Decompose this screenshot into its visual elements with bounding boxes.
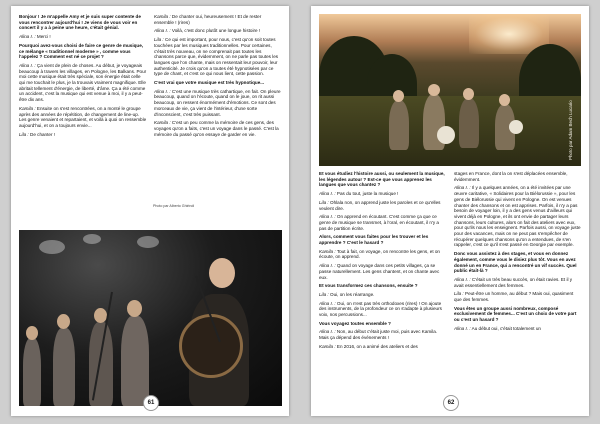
answer-text: Oui, on n'est pas très orthodoxes (rires) ! On ajoute des instruments, de la profondeur ce on s'adapte à plusieurs voix, nos percussions... xyxy=(319,300,442,318)
interview-question: Bonjour ! Je m'appelle Amy et je suis super contente de vous rencontrer aujourd'hui ! Je viens de vous voir en concert il y a à peine une heure, c'était génial. xyxy=(19,14,141,31)
interview-answer xyxy=(319,249,447,260)
field-group-photo xyxy=(319,14,581,166)
speaker-name: Alina I. : xyxy=(454,276,471,282)
right-page xyxy=(311,6,589,416)
answer-text: En 2016, on a animé des ateliers et des xyxy=(336,343,418,349)
answer-text: De chanter oui, heureusement ! Et de rester ensemble ! (rires) xyxy=(154,14,262,25)
speaker-name: Alina I. : xyxy=(454,185,471,191)
interview-answer xyxy=(19,106,147,129)
interview-answer xyxy=(319,344,447,350)
interview-question: Et vous étudiez l'histoire aussi, ou seulement la musique, les légendes autour ? Est-ce que vous apprenez les langues que vous chantez ? xyxy=(319,171,445,188)
interview-answer xyxy=(154,28,282,34)
answer-text: Pas du tout, juste la musique ! xyxy=(336,191,399,197)
interview-question: Vous êtes un groupe aussi nombreux, composé exclusivement de femmes... C'est un choix de votre part ou c'est un hasard ? xyxy=(454,305,577,323)
speaker-name: Lila : xyxy=(319,199,329,205)
interview-answer xyxy=(154,37,282,77)
speaker-name: Lila : xyxy=(19,131,29,137)
right-column-1 xyxy=(319,171,447,401)
answer-text: Ohlala non, on apprend juste les paroles et ce qu'elles veulent dire. xyxy=(319,199,441,211)
page-number: 61 xyxy=(143,395,159,411)
speaker-name: Kamila : xyxy=(319,343,336,349)
speaker-name: Alina I. : xyxy=(319,263,336,269)
answer-text: De chanter ! xyxy=(30,131,56,137)
speaker-name: Alina I. : xyxy=(319,300,336,306)
answer-text: C'est une musique très cathartique, en fait. On pleure beaucoup, quand on l'écoute, quand on le joue, on rit aussi beaucoup, on ressent énormément d'émotions. Ce sont des morceaux de vie, ça vient de l'intérieur, d'une sorte d'inconscient, c'est très puissant. xyxy=(154,88,281,117)
speaker-name: Alina I. : xyxy=(319,329,336,335)
speaker-name: Lila : xyxy=(454,291,464,297)
speaker-name: Kamila : xyxy=(154,120,171,126)
interview-question: C'est vrai que votre musique est très hypnotique... xyxy=(154,80,265,86)
speaker-name: Kamila : xyxy=(154,14,171,19)
left-column-1 xyxy=(19,14,147,226)
interview-answer xyxy=(19,34,147,40)
answer-text: C'était un très beau succès, on était ravies. Et il y avait essentiellement des femmes. xyxy=(454,276,573,288)
speaker-name: Kamila : xyxy=(19,105,36,111)
interview-answer xyxy=(319,292,447,298)
interview-question: Donc vous assistez à des stages, et vous en donnez également, comme vous le disiez plus tôt. Vous en avez donné un en France, qui a rencontré un vif succès. Quel public était-là ? xyxy=(454,251,577,274)
answer-text: stages en France, dont la on s'est déplacées ensemble, évidemment. xyxy=(454,171,568,182)
left-column-2 xyxy=(154,14,282,226)
answer-text: C'est un peu comme la mémoire de ces gens, des voyages qu'on a faits, c'est un voyage dans le passé. C'est la mémoire du passé qu'on essaye de garder en vie. xyxy=(154,120,279,137)
photo-credit: Photo par Adam Bech Lucario xyxy=(568,100,573,160)
answer-text: Non, au début c'était juste moi, puis avec Kamila. Mais ça dépend des événements ! xyxy=(319,329,438,341)
answer-text: Oui, on les réarrange. xyxy=(330,291,375,297)
speaker-name: Alina I. : xyxy=(154,88,171,94)
page-number: 62 xyxy=(443,395,459,411)
interview-question: Pourquoi avez-vous choisi de faire ce genre de musique, ce mélange « traditionnel moderne » , comme vous l'appelez ? Comment est né ce projet ? xyxy=(19,42,144,60)
answer-text: Quand on voyage dans ces petits villages, ça se passe naturellement. Les gens chantent, et on chante avec eux. xyxy=(319,263,440,280)
answer-text: Voilà, c'est donc plutôt une longue histoire ! xyxy=(171,28,261,34)
answer-text: Tout à fait, on voyage, on rencontre les gens, et on écoute, on apprend. xyxy=(319,248,440,260)
answer-text: On apprend en écoutant. C'est comme ça que ce genre de musique se transmet, à l'oral, en écoutant, il n'y a pas de partition écrite. xyxy=(319,214,439,231)
interview-answer xyxy=(319,329,447,340)
interview-answer xyxy=(154,14,282,25)
interview-answer xyxy=(454,185,582,248)
interview-answer xyxy=(454,171,582,182)
answer-text: Merci ! xyxy=(36,34,51,40)
interview-answer xyxy=(454,326,582,332)
right-column-2 xyxy=(454,171,582,401)
interview-answer xyxy=(154,120,282,137)
interview-answer xyxy=(154,89,282,118)
interview-answer xyxy=(19,63,147,103)
interview-question: Alors, comment vous faites pour les trouver et les apprendre ? C'est le hasard ? xyxy=(319,234,429,246)
speaker-name: Alina I. : xyxy=(454,325,471,331)
answer-text: Ce qui est important, pour nous, c'est qu'on soit toutes touchées par les musiques traditionnelles. Pour certaines, c'était très nouveau, on ne comprenait pas toutes les chansons parce que, évidemment, on ne parle pas toutes les langues que l'on chante, mais on ressentait leur pouvoir, leur authenticité. Je crois qu'on a toutes été hypnotisées par ce type de chant, et c'est ce qui nous lient, cette passion. xyxy=(154,37,279,77)
speaker-name: Lila : xyxy=(154,37,164,43)
speaker-name: Alina I. : xyxy=(19,34,36,40)
answer-text: Peut-être un homme, au début ? Mais oui, quasiment que des femmes. xyxy=(454,291,574,303)
interview-answer xyxy=(19,132,147,138)
answer-text: Au début oui, c'était totalement un xyxy=(471,325,541,331)
interview-answer xyxy=(454,291,582,302)
speaker-name: Alina I. : xyxy=(319,191,336,197)
speaker-name: Lila : xyxy=(319,291,329,297)
interview-question: Et vous transformez ces chansons, ensuite ? xyxy=(319,283,418,289)
interview-question: Vous voyagez toutes ensemble ? xyxy=(319,320,391,326)
interview-answer xyxy=(319,191,447,197)
answer-text: Il y a quelques années, on a été invitées par une œuvre caritative, « Solidaires pour la Biélorussie », pour les gens de Biélorussie qui vivent en Pologne. On est venues chanter des chansons et on est apprises. Parfois, il n'y a pas besoin de voyager loin, il y a des gens venus d'ailleurs qui vivent déjà en Pologne, et ils ont envie de partager leurs chansons, leurs cultures, alors on fait des ateliers avec eux, pour qu'ils nous les enseignent. Parfois aussi, on voyage juste pour des vacances, mais on ne peut pas s'empêcher de récupérer quelques chansons qu'on a entendues, de s'en rappeler, c'est ce qu'il s'est passé en Georgie par exemple. xyxy=(454,185,581,248)
speaker-name: Alina I. : xyxy=(19,62,36,68)
answer-text: Ça vient de plein de choses. Au début, je voyageais beaucoup à travers les villages, en Pologne, les Balkans. Pour moi cette musique était très spéciale, son énergie était celle qui me touchait le plus, je la trouvais vraiment magnifique. Elle abritait tellement d'énergie, de liberté, d'âme. Ça a été comme un accident, c'est la musique qui est venue à moi, il y a peut-être dix ans. xyxy=(19,62,147,103)
answer-text: Ensuite on s'est rencontrées, on a monté le groupe après des années de répétition, de changement de line-up. Les genre venaient et repartaient, et voilà à quoi on ressemble aujourd'hui, et on a toujours envie... xyxy=(19,105,147,128)
speaker-name: Alina I. : xyxy=(154,28,171,34)
interview-answer xyxy=(319,301,447,318)
interview-answer xyxy=(454,277,582,288)
photo-credit: Photo par Alberto Ghirindi xyxy=(153,204,195,208)
interview-answer xyxy=(319,214,447,231)
interview-answer xyxy=(319,263,447,280)
speaker-name: Kamila : xyxy=(319,248,336,254)
left-page xyxy=(11,6,289,416)
concert-stage-photo xyxy=(19,230,282,406)
interview-answer xyxy=(319,200,447,211)
speaker-name: Alina I. : xyxy=(319,214,336,220)
